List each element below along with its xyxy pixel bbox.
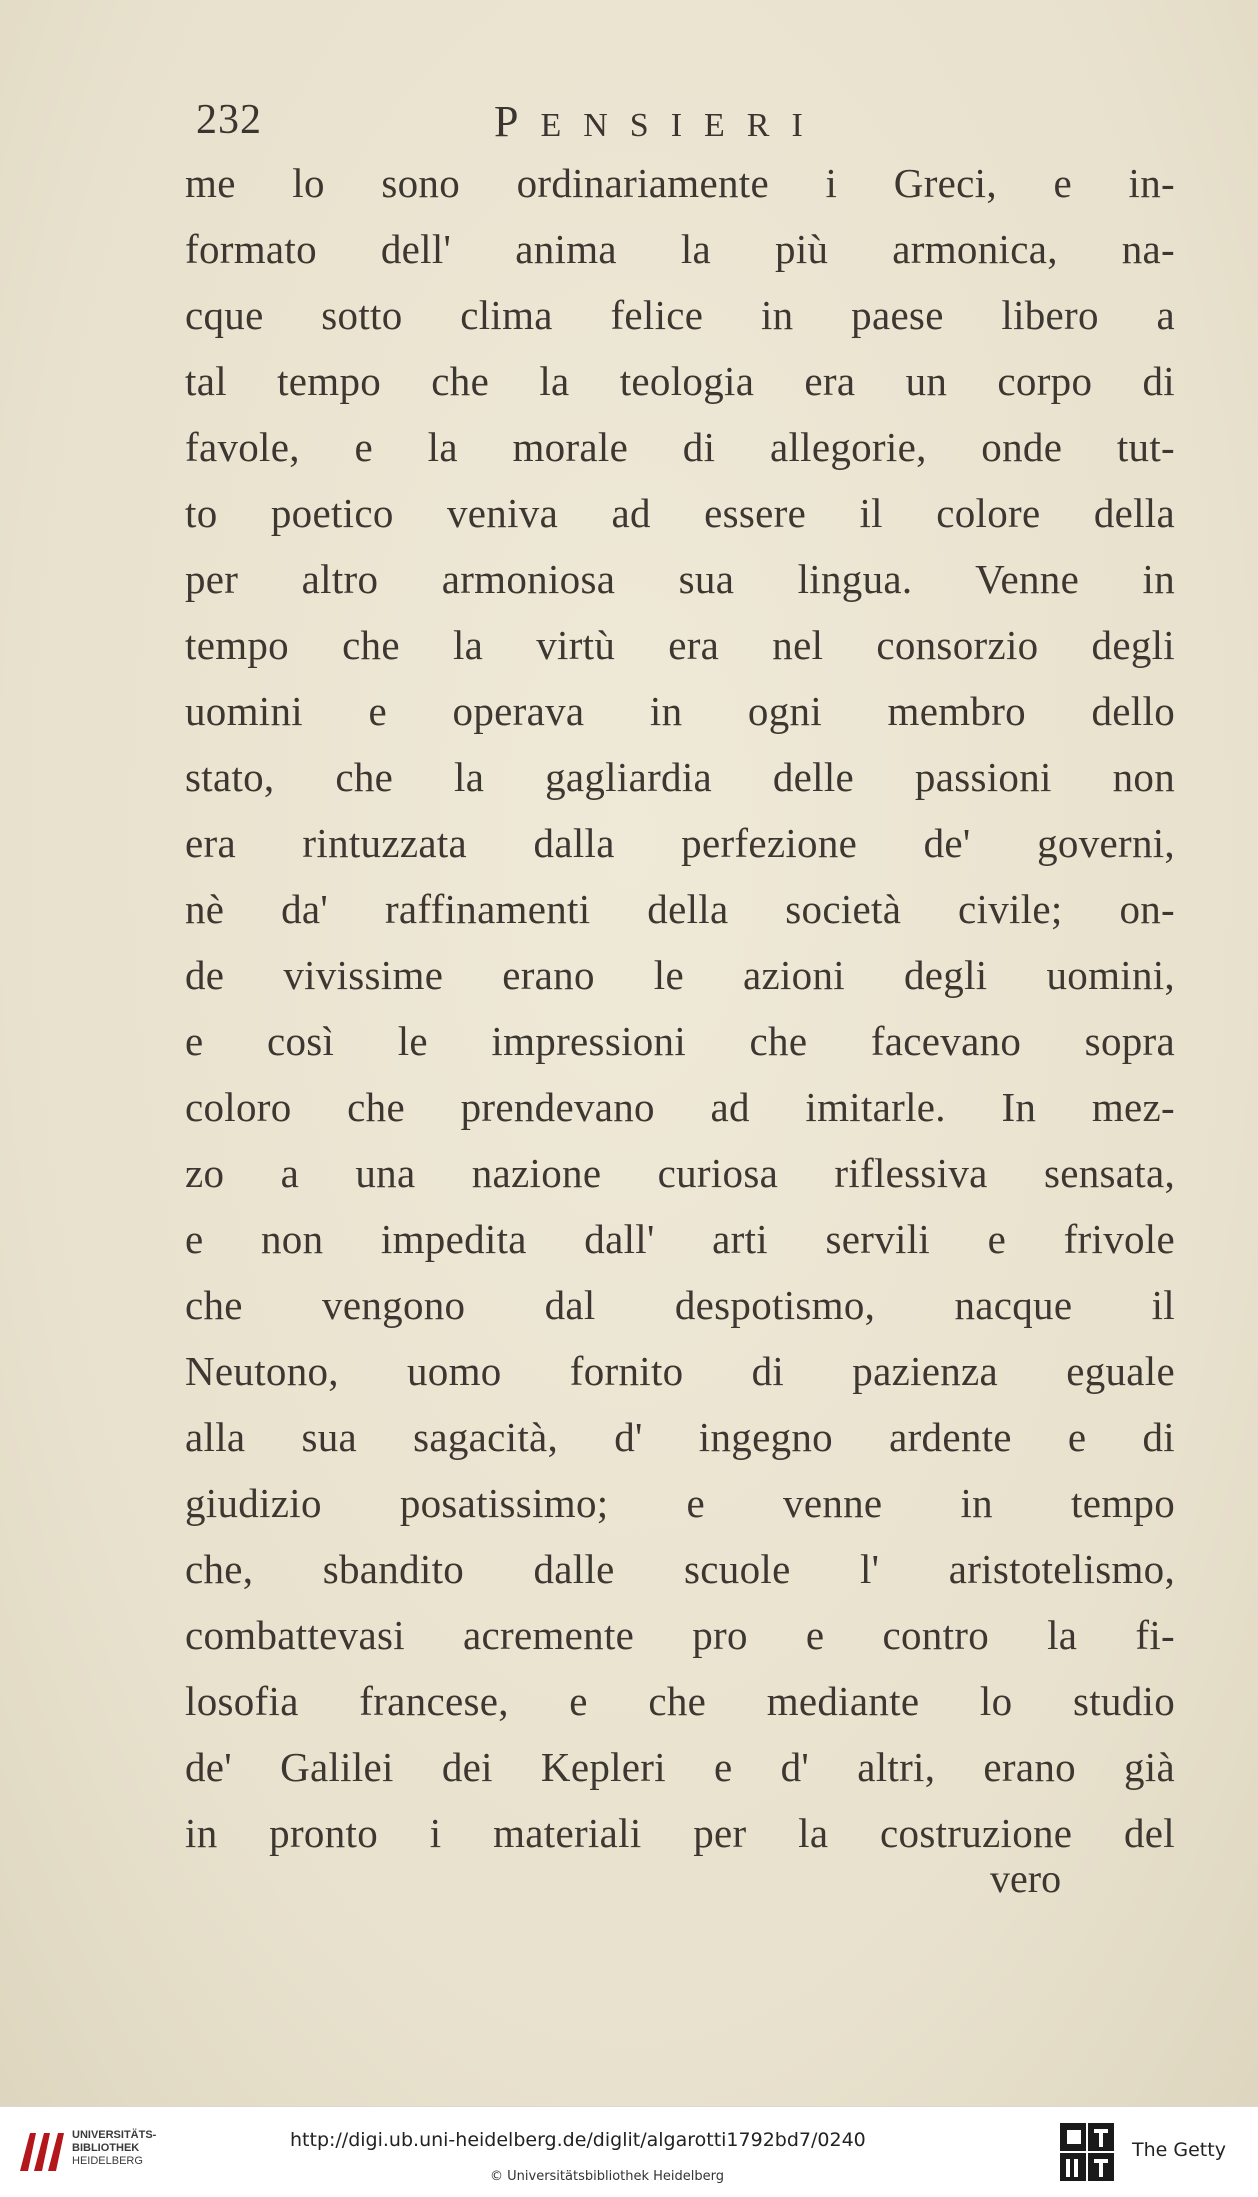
text-line: me lo sono ordinariamente i Greci, e in- xyxy=(185,160,1175,206)
text-line: de' Galilei dei Kepleri e d' altri, erano già xyxy=(185,1744,1175,1790)
library-name-line: BIBLIOTHEK xyxy=(72,2142,140,2154)
viewer-footer xyxy=(0,2106,1258,2197)
text-line: per altro armoniosa sua lingua. Venne in xyxy=(185,556,1175,602)
copyright-notice: © Universitätsbibliothek Heidelberg xyxy=(490,2169,725,2184)
text-line: uomini e operava in ogni membro dello xyxy=(185,688,1175,734)
library-name-line: HEIDELBERG xyxy=(72,2155,143,2167)
university-library-name xyxy=(72,2129,156,2168)
text-line: giudizio posatissimo; e venne in tempo xyxy=(185,1480,1175,1526)
body-text xyxy=(185,150,1175,1866)
text-line: che vengono dal despotismo, nacque il xyxy=(185,1282,1175,1328)
text-line: formato dell' anima la più armonica, na- xyxy=(185,226,1175,272)
text-line: tal tempo che la teologia era un corpo di xyxy=(185,358,1175,404)
page-number: 232 xyxy=(196,97,262,143)
page-header xyxy=(196,96,1076,146)
text-line: e così le impressioni che facevano sopra xyxy=(185,1018,1175,1064)
text-line: losofia francese, e che mediante lo studio xyxy=(185,1678,1175,1724)
catchword: vero xyxy=(990,1856,1062,1901)
text-line: to poetico veniva ad essere il colore della xyxy=(185,490,1175,536)
text-line: combattevasi acremente pro e contro la fi- xyxy=(185,1612,1175,1658)
text-line: zo a una nazione curiosa riflessiva sensata, xyxy=(185,1150,1175,1196)
university-library-logo-icon xyxy=(14,2125,66,2177)
text-line: Neutono, uomo fornito di pazienza eguale xyxy=(185,1348,1175,1394)
permalink-url[interactable]: http://digi.ub.uni-heidelberg.de/diglit/algarotti1792bd7/0240 xyxy=(290,2129,866,2151)
text-line: tempo che la virtù era nel consorzio degli xyxy=(185,622,1175,668)
text-line: era rintuzzata dalla perfezione de' governi, xyxy=(185,820,1175,866)
text-line: de vivissime erano le azioni degli uomini, xyxy=(185,952,1175,998)
text-line: e non impedita dall' arti servili e frivole xyxy=(185,1216,1175,1262)
text-line: stato, che la gagliardia delle passioni non xyxy=(185,754,1175,800)
getty-logo-icon xyxy=(1058,2121,1116,2183)
partner-name: The Getty xyxy=(1132,2139,1226,2161)
text-line: che, sbandito dalle scuole l' aristotelismo, xyxy=(185,1546,1175,1592)
text-line: favole, e la morale di allegorie, onde tut- xyxy=(185,424,1175,470)
text-line: alla sua sagacità, d' ingegno ardente e di xyxy=(185,1414,1175,1460)
text-line: nè da' raffinamenti della società civile; on- xyxy=(185,886,1175,932)
library-name-line: UNIVERSITÄTS- xyxy=(72,2129,157,2141)
text-line: in pronto i materiali per la costruzione del xyxy=(185,1810,1175,1856)
running-title: PENSIERI xyxy=(494,97,825,146)
text-line: coloro che prendevano ad imitarle. In mez- xyxy=(185,1084,1175,1130)
text-line: cque sotto clima felice in paese libero a xyxy=(185,292,1175,338)
